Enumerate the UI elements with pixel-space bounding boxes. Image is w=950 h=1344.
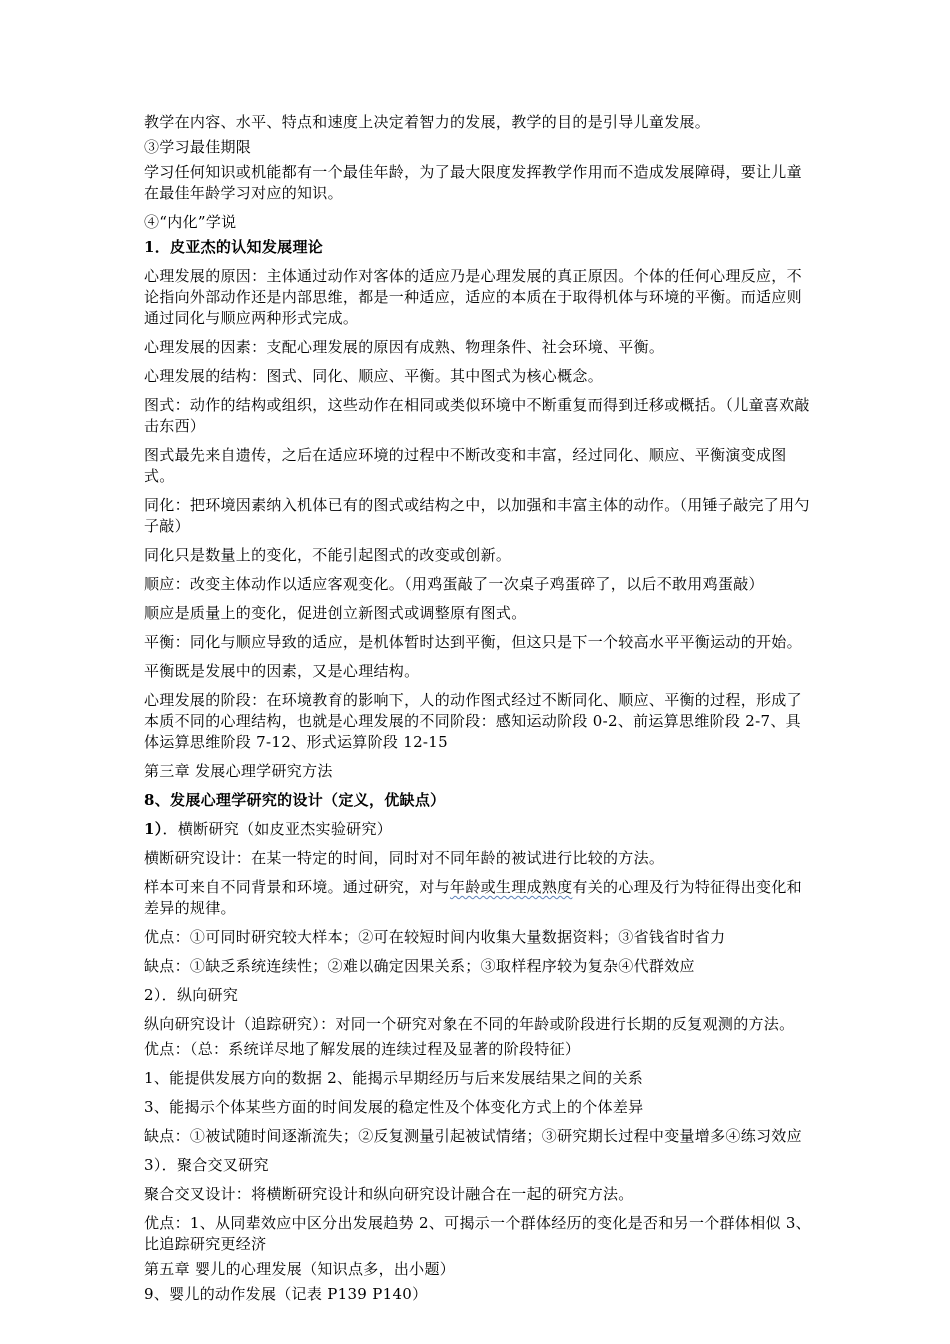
paragraph: 同化只是数量上的变化，不能引起图式的改变或创新。 bbox=[144, 546, 512, 564]
paragraph: 心理发展的因素：支配心理发展的原因有成熟、物理条件、社会环境、平衡。 bbox=[144, 338, 665, 356]
section-heading: 1．皮亚杰的认知发展理论 bbox=[144, 238, 324, 256]
spellcheck-underlined-text: 年龄或生理成熟度 bbox=[450, 878, 573, 896]
subsection-title: ．横断研究（如皮亚杰实验研究） bbox=[162, 820, 393, 838]
paragraph: 顺应是质量上的变化，促进创立新图式或调整原有图式。 bbox=[144, 604, 527, 622]
paragraph: 1、能提供发展方向的数据 2、能揭示早期经历与后来发展结果之间的关系 bbox=[144, 1069, 644, 1087]
paragraph: 纵向研究设计（追踪研究）：对同一个研究对象在不同的年龄或阶段进行长期的反复观测的方法。 bbox=[144, 1015, 795, 1033]
subheading: ④“内化”学说 bbox=[144, 213, 237, 231]
paragraph: 聚合交叉设计：将横断研究设计和纵向研究设计融合在一起的研究方法。 bbox=[144, 1185, 634, 1203]
paragraph bbox=[144, 877, 812, 919]
paragraph: 优点：1、从同辈效应中区分出发展趋势 2、可揭示一个群体经历的变化是否和另一个群体相似 3、比追踪研究更经济 bbox=[144, 1214, 811, 1253]
paragraph: 优点：①可同时研究较大样本；②可在较短时间内收集大量数据资料；③省钱省时省力 bbox=[144, 928, 726, 946]
section-heading: 9、婴儿的动作发展（记表 P139 P140） bbox=[144, 1285, 428, 1303]
paragraph: 横断研究设计：在某一特定的时间，同时对不同年龄的被试进行比较的方法。 bbox=[144, 849, 665, 867]
subsection-heading bbox=[144, 819, 812, 840]
paragraph: 优点：（总：系统详尽地了解发展的连续过程及显著的阶段特征） bbox=[144, 1040, 581, 1058]
paragraph: 平衡既是发展中的因素，又是心理结构。 bbox=[144, 662, 420, 680]
paragraph: 缺点：①缺乏系统连续性；②难以确定因果关系；③取样程序较为复杂④代群效应 bbox=[144, 957, 695, 975]
paragraph: 3、能揭示个体某些方面的时间发展的稳定性及个体变化方式上的个体差异 bbox=[144, 1098, 644, 1116]
paragraph: 心理发展的原因：主体通过动作对客体的适应乃是心理发展的真正原因。个体的任何心理反应，不论指向外部动作还是内部思维，都是一种适应，适应的本质在于取得机体与环境的平衡。而适应则通过同化与顺应两种形式完成。 bbox=[144, 267, 802, 327]
paragraph: 心理发展的阶段：在环境教育的影响下，人的动作图式经过不断同化、顺应、平衡的过程，形成了本质不同的心理结构，也就是心理发展的不同阶段：感知运动阶段 0-2、前运算思维阶段 2-7、具体运算思维阶段 7-12、形式运算阶段 12-15 bbox=[144, 691, 802, 751]
subsection-heading: 2）．纵向研究 bbox=[144, 986, 239, 1004]
text-run: 样本可来自不同背景和环境。通过研究，对与 bbox=[144, 878, 451, 896]
subsection-number: 1） bbox=[144, 820, 163, 838]
paragraph: 缺点：①被试随时间逐渐流失；②反复测量引起被试情绪；③研究期长过程中变量增多④练习效应 bbox=[144, 1127, 802, 1145]
subheading: ③学习最佳期限 bbox=[144, 138, 252, 156]
chapter-heading: 第三章 发展心理学研究方法 bbox=[144, 762, 333, 780]
paragraph: 平衡：同化与顺应导致的适应，是机体暂时达到平衡，但这只是下一个较高水平平衡运动的开始。 bbox=[144, 633, 802, 651]
subsection-heading: 3）．聚合交叉研究 bbox=[144, 1156, 269, 1174]
paragraph: 教学在内容、水平、特点和速度上决定着智力的发展，教学的目的是引导儿童发展。 bbox=[144, 113, 711, 131]
section-heading: 8、发展心理学研究的设计（定义，优缺点） bbox=[144, 791, 446, 809]
paragraph: 同化：把环境因素纳入机体已有的图式或结构之中，以加强和丰富主体的动作。（用锤子敲完了用勺子敲） bbox=[144, 496, 810, 535]
text-run: 有关的心理及行为特征得出变化和差异的规律。 bbox=[144, 878, 802, 917]
paragraph: 顺应：改变主体动作以适应客观变化。（用鸡蛋敲了一次桌子鸡蛋碎了，以后不敢用鸡蛋敲） bbox=[144, 575, 764, 593]
chapter-heading: 第五章 婴儿的心理发展（知识点多，出小题） bbox=[144, 1260, 456, 1278]
paragraph: 心理发展的结构：图式、同化、顺应、平衡。其中图式为核心概念。 bbox=[144, 367, 604, 385]
paragraph: 学习任何知识或机能都有一个最佳年龄，为了最大限度发挥教学作用而不造成发展障碍，要让儿童在最佳年龄学习对应的知识。 bbox=[144, 163, 802, 202]
paragraph: 图式最先来自遗传，之后在适应环境的过程中不断改变和丰富，经过同化、顺应、平衡演变成图式。 bbox=[144, 446, 787, 485]
document-body bbox=[144, 112, 812, 1309]
paragraph: 图式：动作的结构或组织，这些动作在相同或类似环境中不断重复而得到迁移或概括。（儿童喜欢敲击东西） bbox=[144, 396, 810, 435]
